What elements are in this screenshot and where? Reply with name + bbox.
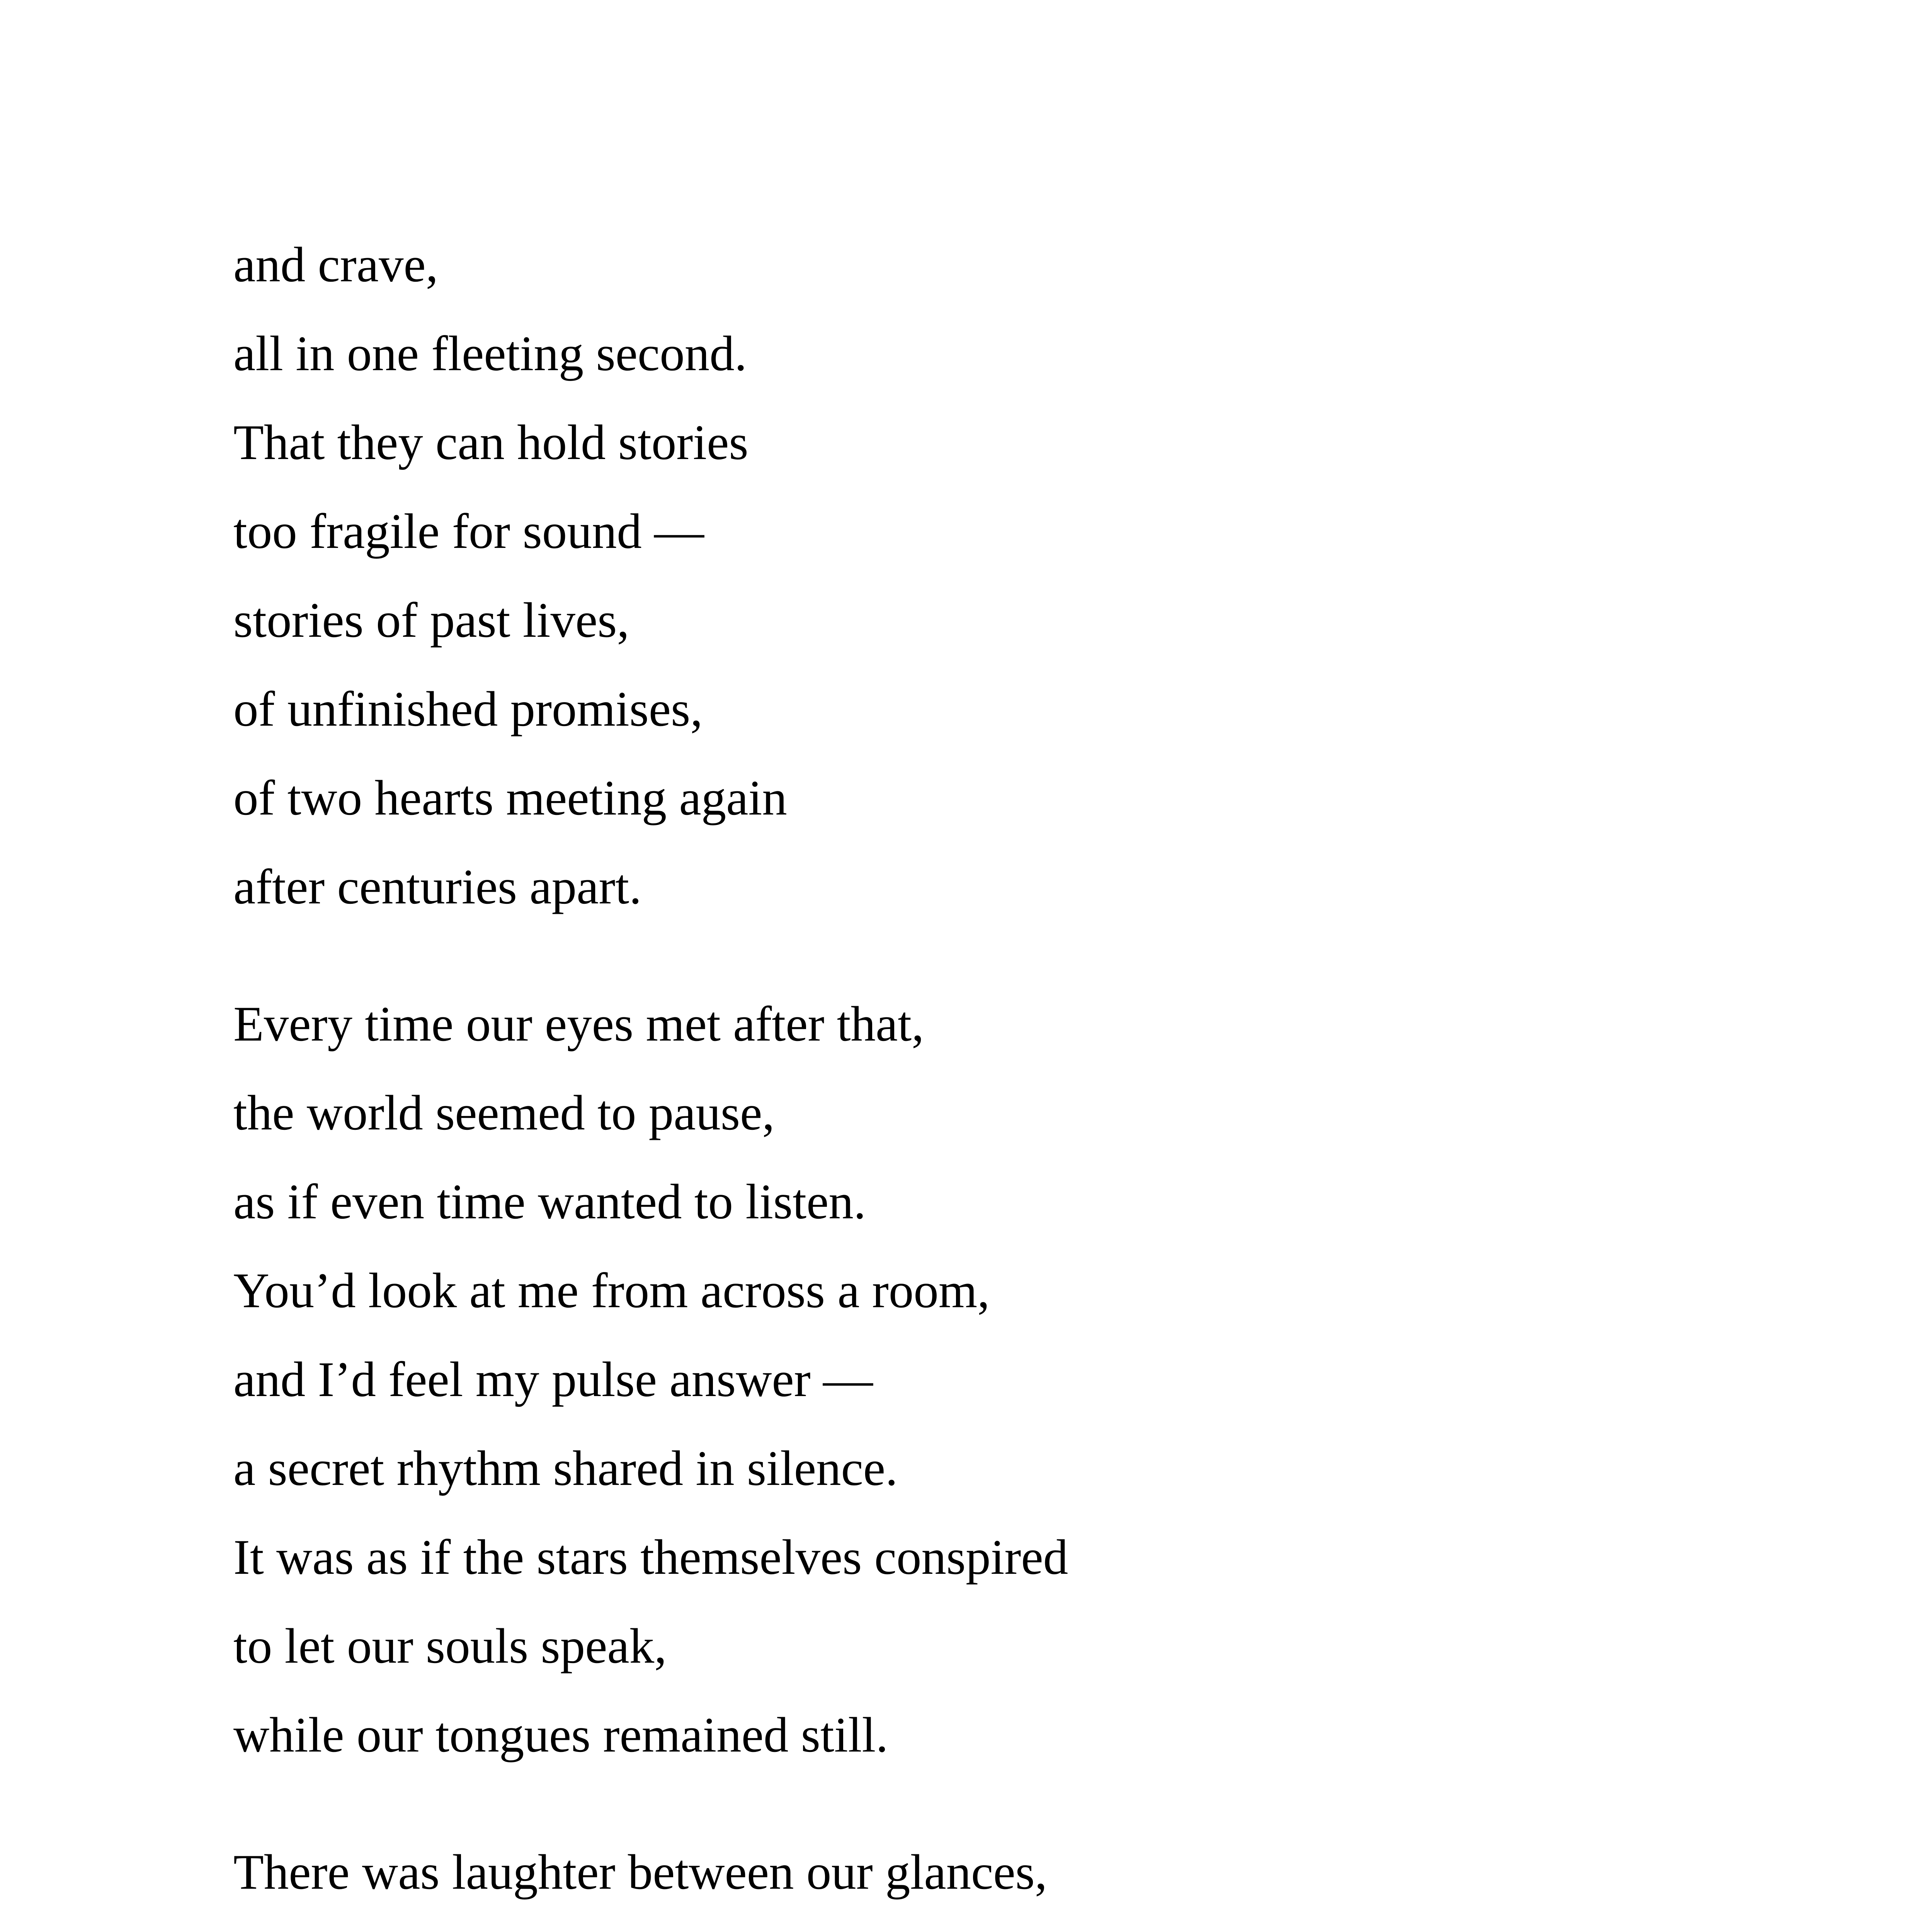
stanza-1 — [233, 220, 787, 931]
poem-line: That they can hold stories — [233, 415, 748, 470]
poem-line: as if even time wanted to listen. — [233, 1174, 866, 1229]
poem-line: a secret rhythm shared in silence. — [233, 1440, 898, 1496]
poem-line: too fragile for sound — — [233, 503, 704, 559]
poem-line: while our tongues remained still. — [233, 1707, 888, 1762]
poem-line: There was laughter between our glances, — [233, 1844, 1048, 1900]
poem-line: after centuries apart. — [233, 859, 642, 914]
poem-line: It was as if the stars themselves conspired — [233, 1529, 1068, 1585]
poem-line: of unfinished promises, — [233, 681, 703, 736]
stanza-3 — [233, 1828, 1191, 1932]
poem-line: stories of past lives, — [233, 592, 629, 648]
poem-line: Every time our eyes met after that, — [233, 996, 924, 1051]
poem-line — [233, 1917, 1191, 1932]
poem-line: the world seemed to pause, — [233, 1085, 775, 1140]
poem-line: You’d look at me from across a room, — [233, 1263, 990, 1318]
poem-line: of two hearts meeting again — [233, 770, 787, 825]
poem-line: and I’d feel my pulse answer — — [233, 1352, 873, 1407]
stanza-2 — [233, 980, 1068, 1779]
poem-line: all in one fleeting second. — [233, 326, 747, 381]
poem-line: to let our souls speak, — [233, 1618, 667, 1673]
poem-line: and crave, — [233, 237, 438, 292]
